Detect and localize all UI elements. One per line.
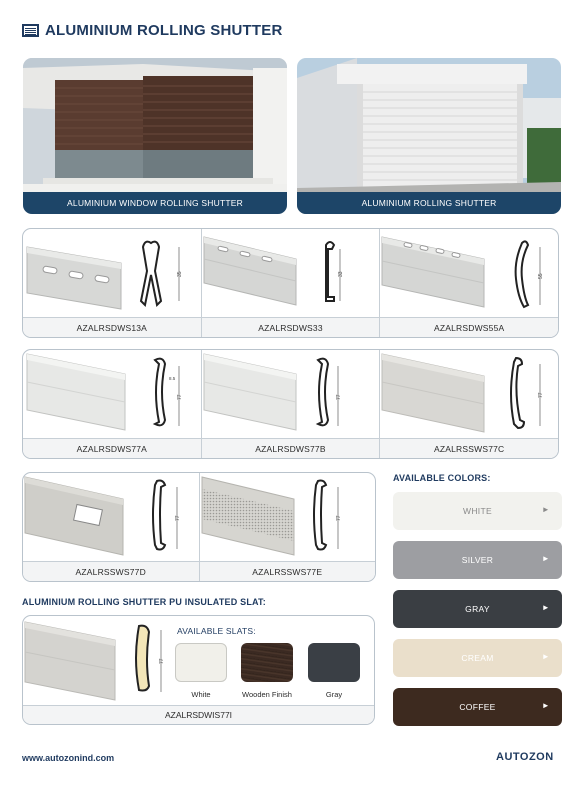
product-panel-row3 — [22, 472, 376, 582]
play-arrow-icon: ► — [541, 603, 550, 612]
color-name: COFFEE — [459, 702, 496, 712]
brand-logo: AUTOZON — [496, 751, 554, 763]
color-name: SILVER — [461, 555, 494, 565]
color-swatch-gray[interactable] — [393, 590, 562, 628]
product-card[interactable] — [23, 350, 202, 458]
product-panel-row2 — [22, 349, 559, 459]
dimension-label: 55 — [538, 273, 545, 279]
product-code: AZALRSDWS13A — [23, 317, 201, 337]
color-swatch-white[interactable] — [393, 492, 562, 530]
dimension-label: 33 — [337, 271, 344, 277]
slat-33-drawing — [202, 229, 367, 317]
dimension-label: 77 — [175, 515, 181, 521]
product-card[interactable] — [380, 229, 558, 337]
play-arrow-icon: ► — [541, 554, 550, 563]
color-name: WHITE — [463, 506, 492, 516]
color-swatch-cream[interactable] — [393, 639, 562, 677]
color-name: CREAM — [461, 653, 494, 663]
slats-title: AVAILABLE SLATS: — [177, 626, 256, 636]
dimension-label: 35 — [177, 271, 183, 277]
product-code: AZALRSDWS55A — [380, 317, 558, 337]
hero-rolling-shutter — [297, 58, 561, 214]
play-arrow-icon: ► — [541, 701, 550, 710]
slat-13a-drawing — [23, 229, 201, 317]
product-card[interactable] — [200, 473, 376, 581]
product-code: AZALRSSWS77E — [200, 561, 376, 581]
dimension-label: 77 — [538, 392, 545, 398]
slat-55a-drawing — [380, 229, 558, 317]
dimension-label: 77 — [159, 658, 165, 664]
slat-77a-drawing — [23, 350, 201, 438]
rolling-shutter-photo — [297, 58, 561, 214]
color-swatch-coffee[interactable] — [393, 688, 562, 726]
pu-heading: ALUMINIUM ROLLING SHUTTER PU INSULATED SLAT: — [22, 597, 266, 607]
product-code: AZALRSDWS77B — [202, 438, 380, 458]
slat-77e-drawing — [200, 473, 366, 561]
product-code: AZALRSDWIS77I — [23, 705, 374, 724]
dimension-label: 77 — [335, 515, 342, 521]
pu-slat-drawing — [23, 616, 173, 706]
page-header — [22, 22, 282, 39]
product-code: AZALRSDWS77A — [23, 438, 201, 458]
slat-77c-drawing — [380, 350, 558, 438]
product-code: AZALRSSWS77D — [23, 561, 199, 581]
product-card[interactable] — [23, 229, 202, 337]
hero-caption: ALUMINIUM WINDOW ROLLING SHUTTER — [23, 192, 287, 214]
product-code: AZALRSDWS33 — [202, 317, 380, 337]
color-name: GRAY — [465, 604, 490, 614]
slat-chip-white[interactable] — [175, 643, 227, 682]
product-card[interactable] — [380, 350, 558, 458]
product-card[interactable] — [202, 229, 381, 337]
shutter-icon — [22, 24, 39, 37]
product-card[interactable] — [202, 350, 381, 458]
product-panel-row1 — [22, 228, 559, 338]
product-card[interactable] — [23, 473, 200, 581]
slat-chip-wooden[interactable] — [241, 643, 293, 682]
play-arrow-icon: ► — [541, 652, 550, 661]
slat-name: White — [191, 690, 211, 699]
colors-heading: AVAILABLE COLORS: — [393, 473, 491, 483]
dimension-label: 77 — [335, 394, 342, 400]
pu-slat-panel — [22, 615, 375, 725]
product-code: AZALRSSWS77C — [380, 438, 558, 458]
window-shutter-photo — [23, 58, 287, 214]
dimension-label: 77 — [177, 394, 183, 400]
dimension-label: 8.5 — [169, 376, 176, 381]
slat-name: Gray — [325, 690, 343, 699]
hero-window-shutter — [23, 58, 287, 214]
play-arrow-icon: ► — [541, 505, 550, 514]
page-title: ALUMINIUM ROLLING SHUTTER — [45, 22, 283, 39]
website-link[interactable]: www.autozonind.com — [22, 753, 115, 763]
hero-caption: ALUMINIUM ROLLING SHUTTER — [297, 192, 561, 214]
slat-name: Wooden Finish — [242, 690, 292, 699]
slat-77b-drawing — [202, 350, 367, 438]
slat-77d-drawing — [23, 473, 199, 561]
color-swatch-silver[interactable] — [393, 541, 562, 579]
slat-chip-gray[interactable] — [308, 643, 360, 682]
